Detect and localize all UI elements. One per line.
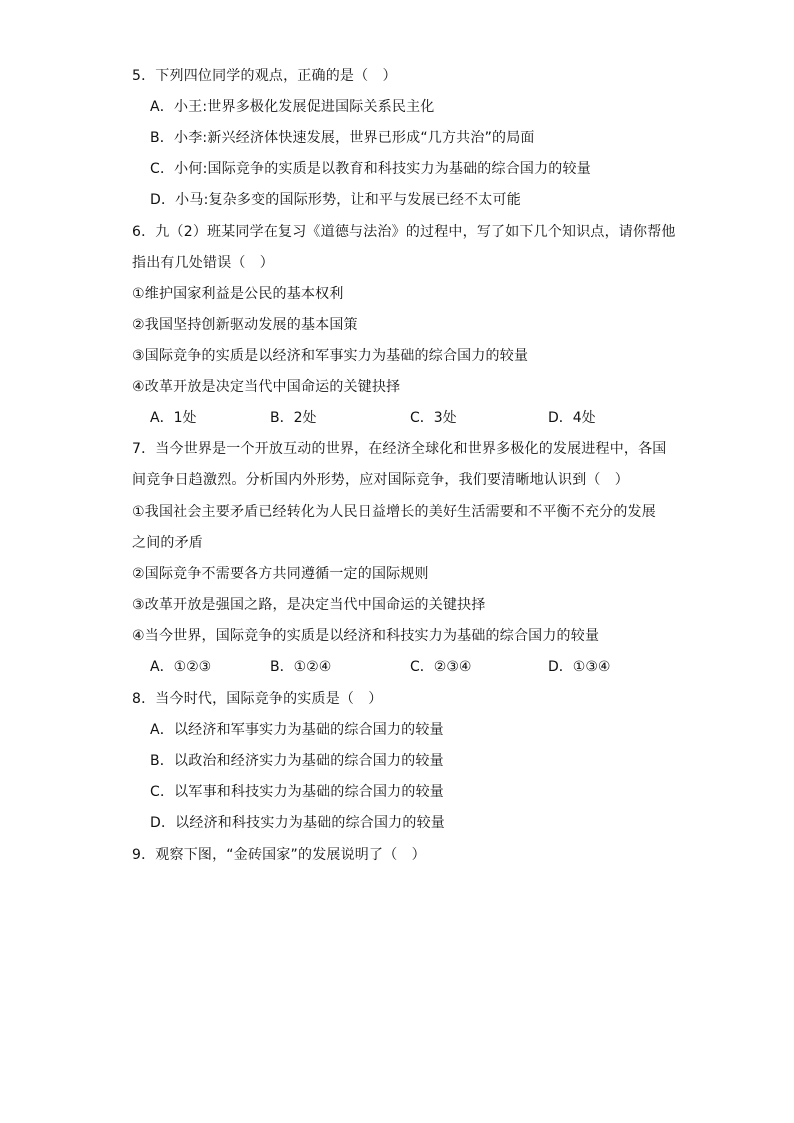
- question-7-option-a: A．①②③: [150, 659, 212, 675]
- question-7-option-c: C．②③④: [410, 659, 472, 675]
- question-8-option-d: D．以经济和科技实力为基础的综合国力的较量: [150, 815, 445, 831]
- question-7-item-2: ②国际竞争不需要各方共同遵循一定的国际规则: [132, 566, 429, 582]
- question-6-item-4: ④改革开放是决定当代中国命运的关键抉择: [132, 379, 401, 395]
- question-5-option-a: A．小王:世界多极化发展促进国际关系民主化: [150, 99, 435, 115]
- question-6-item-3: ③国际竞争的实质是以经济和军事实力为基础的综合国力的较量: [132, 348, 529, 364]
- question-6-options-row: [150, 408, 670, 428]
- question-6-stem-line-1: 6．九（2）班某同学在复习《道德与法治》的过程中，写了如下几个知识点，请你帮他: [132, 224, 676, 240]
- question-6-option-c: C．3处: [410, 410, 457, 426]
- question-9-stem: 9．观察下图，“金砖国家”的发展说明了（ ）: [132, 847, 426, 863]
- question-7-item-3: ③改革开放是强国之路，是决定当代中国命运的关键抉择: [132, 597, 486, 613]
- question-7-item-4: ④当今世界，国际竞争的实质是以经济和科技实力为基础的综合国力的较量: [132, 628, 600, 644]
- question-6-stem-line-2: 指出有几处错误（ ）: [132, 255, 274, 271]
- question-6-option-a: A．1处: [150, 410, 197, 426]
- question-6-item-2: ②我国坚持创新驱动发展的基本国策: [132, 317, 358, 333]
- question-8-stem: 8．当今时代，国际竞争的实质是（ ）: [132, 691, 383, 707]
- question-6-option-b: B．2处: [270, 410, 317, 426]
- question-5-option-b: B．小李:新兴经济体快速发展，世界已形成“几方共治”的局面: [150, 130, 535, 146]
- question-7-item-1-line-2: 之间的矛盾: [132, 535, 203, 551]
- question-7-options-row: [150, 657, 670, 677]
- question-7-stem-line-2: 间竞争日趋激烈。分析国内外形势，应对国际竞争，我们要清晰地认识到（ ）: [132, 472, 629, 488]
- question-5-option-c: C．小何:国际竞争的实质是以教育和科技实力为基础的综合国力的较量: [150, 161, 591, 177]
- question-7-stem-line-1: 7．当今世界是一个开放互动的世界，在经济全球化和世界多极化的发展进程中，各国: [132, 441, 667, 457]
- question-5-option-d: D．小马:复杂多变的国际形势，让和平与发展已经不太可能: [150, 192, 521, 208]
- question-8-option-c: C．以军事和科技实力为基础的综合国力的较量: [150, 784, 444, 800]
- question-7-option-b: B．①②④: [270, 659, 332, 675]
- question-8-option-b: B．以政治和经济实力为基础的综合国力的较量: [150, 753, 444, 769]
- question-8-option-a: A．以经济和军事实力为基础的综合国力的较量: [150, 722, 444, 738]
- question-6-option-d: D．4处: [548, 410, 596, 426]
- question-5-stem: 5．下列四位同学的观点，正确的是（ ）: [132, 68, 397, 84]
- question-6-item-1: ①维护国家利益是公民的基本权利: [132, 286, 344, 302]
- question-7-item-1-line-1: ①我国社会主要矛盾已经转化为人民日益增长的美好生活需要和不平衡不充分的发展: [132, 504, 656, 520]
- question-7-option-d: D．①③④: [548, 659, 611, 675]
